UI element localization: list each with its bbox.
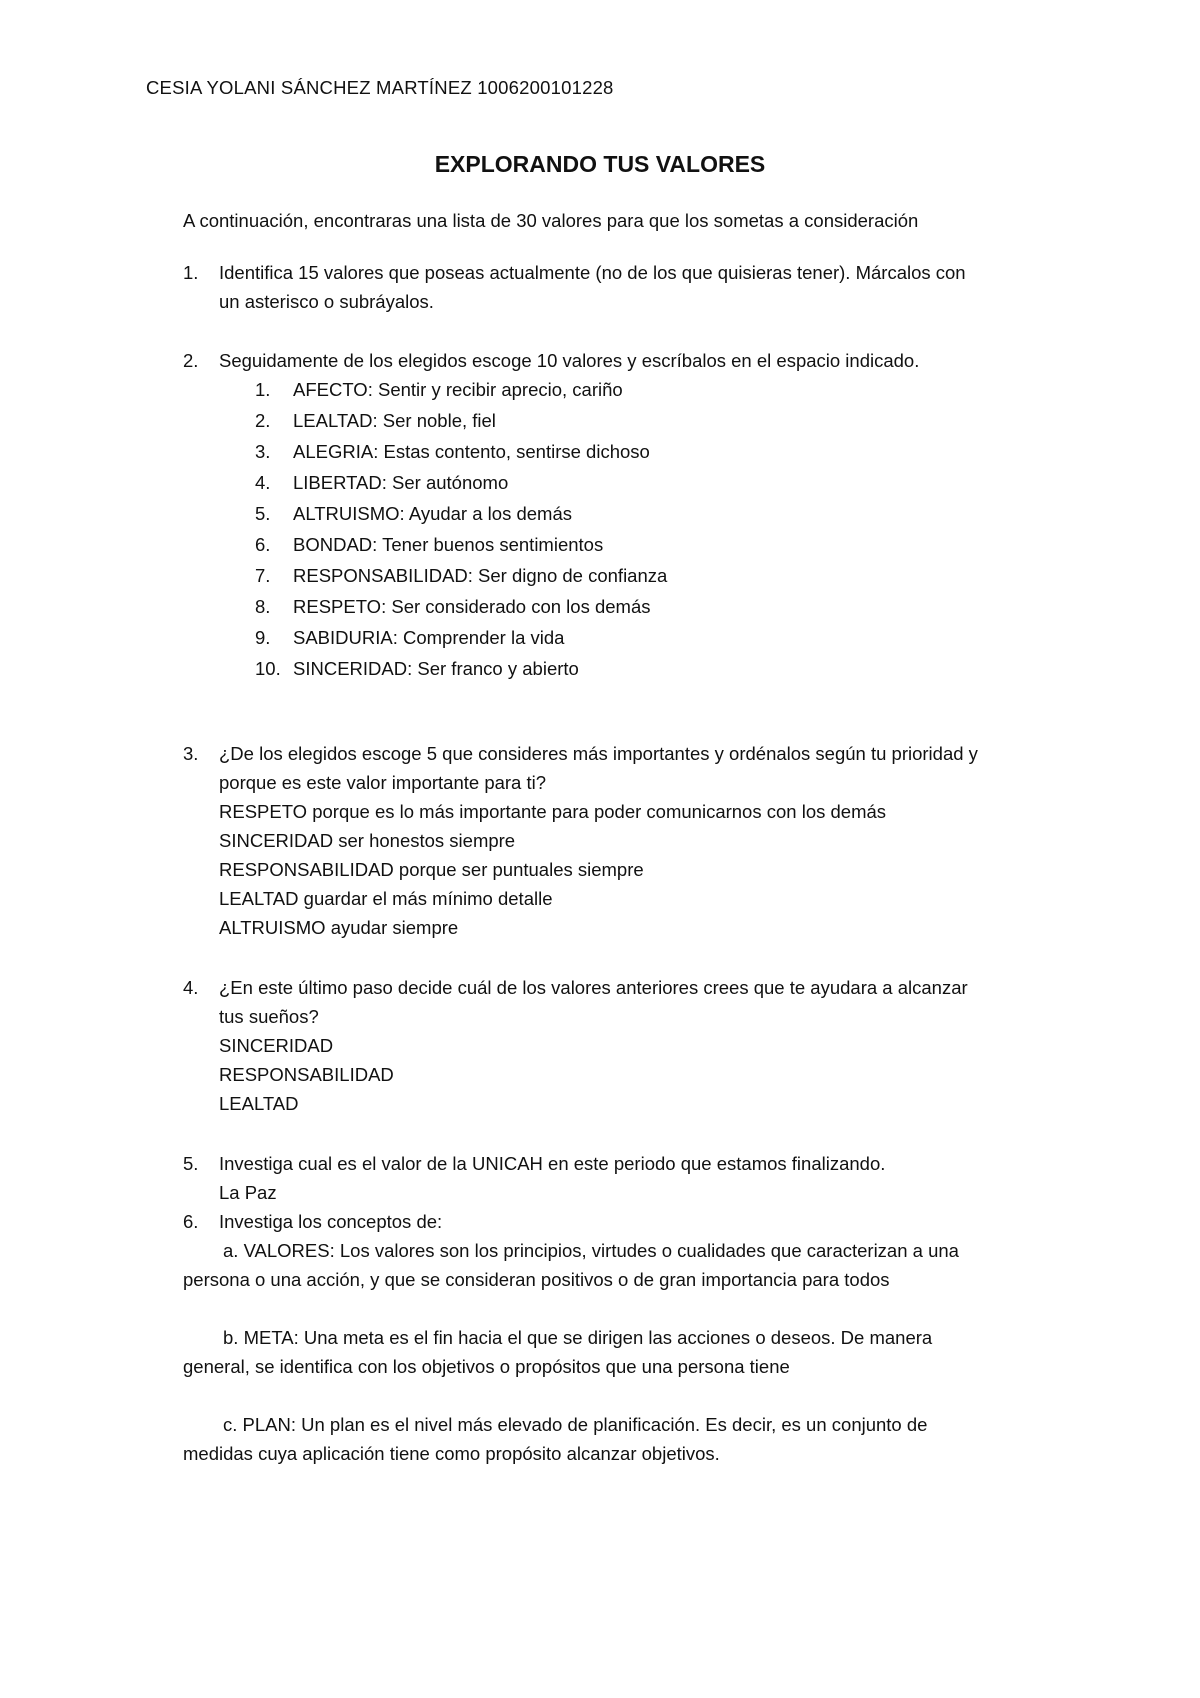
question-number: 5.: [183, 1153, 199, 1174]
definition-valores: [183, 1236, 1063, 1294]
question-3: [183, 739, 1073, 797]
list-item: 4. LIBERTAD: Ser autónomo: [255, 472, 509, 493]
values-list: [255, 375, 1055, 683]
answer-line: RESPONSABILIDAD porque ser puntuales siempre: [219, 859, 644, 880]
definition-line: b. META: Una meta es el fin hacia el que se dirigen las acciones o deseos. De manera: [223, 1327, 933, 1348]
question-6: [183, 1207, 1073, 1236]
definition-meta: [183, 1323, 1063, 1381]
question-text-line: un asterisco o subráyalos.: [219, 291, 434, 312]
question-text-line: tus sueños?: [219, 1006, 319, 1027]
definition-line: persona o una acción, y que se consideran positivos o de gran importancia para todos: [183, 1269, 890, 1290]
list-item: 9. SABIDURIA: Comprender la vida: [255, 627, 565, 648]
question-text-line: Investiga cual es el valor de la UNICAH en este periodo que estamos finalizando.: [219, 1153, 886, 1174]
answer-line: SINCERIDAD ser honestos siempre: [219, 830, 516, 851]
question-number: 1.: [183, 262, 199, 283]
question-4: [183, 973, 1073, 1031]
page-title: EXPLORANDO TUS VALORES: [434, 151, 766, 177]
question-1: [183, 258, 1073, 316]
question-number: 4.: [183, 977, 199, 998]
intro-text: A continuación, encontraras una lista de 30 valores para que los sometas a consideración: [183, 210, 919, 231]
answer-line: SINCERIDAD: [219, 1035, 334, 1056]
question-text-line: Seguidamente de los elegidos escoge 10 valores y escríbalos en el espacio indicado.: [219, 350, 920, 371]
question-text-line: porque es este valor importante para ti?: [219, 772, 547, 793]
question-5-answer: La Paz: [219, 1182, 277, 1203]
question-text-line: ¿En este último paso decide cuál de los valores anteriores crees que te ayudara a alcanzar: [219, 977, 968, 998]
student-header: CESIA YOLANI SÁNCHEZ MARTÍNEZ 1006200101228: [146, 77, 614, 98]
question-text-line: ¿De los elegidos escoge 5 que consideres más importantes y ordénalos según tu prioridad y: [219, 743, 978, 764]
answer-line: ALTRUISMO ayudar siempre: [219, 917, 459, 938]
list-item: 5. ALTRUISMO: Ayudar a los demás: [255, 503, 572, 524]
answer-line: RESPONSABILIDAD: [219, 1064, 394, 1085]
question-2: [183, 346, 1073, 375]
definition-line: medidas cuya aplicación tiene como propósito alcanzar objetivos.: [183, 1443, 720, 1464]
question-text-line: Investiga los conceptos de:: [219, 1211, 443, 1232]
answer-line: LEALTAD guardar el más mínimo detalle: [219, 888, 553, 909]
definition-line: a. VALORES: Los valores son los principios, virtudes o cualidades que caracterizan a una: [223, 1240, 959, 1261]
list-item: 7. RESPONSABILIDAD: Ser digno de confianza: [255, 565, 668, 586]
list-item: 8. RESPETO: Ser considerado con los demás: [255, 596, 651, 617]
question-3-answers: [219, 797, 1079, 942]
definition-line: c. PLAN: Un plan es el nivel más elevado de planificación. Es decir, es un conjunto de: [223, 1414, 928, 1435]
list-item: 6. BONDAD: Tener buenos sentimientos: [255, 534, 604, 555]
question-number: 6.: [183, 1211, 199, 1232]
definition-plan: [183, 1410, 1063, 1468]
list-item: 3. ALEGRIA: Estas contento, sentirse dichoso: [255, 441, 650, 462]
question-text-line: Identifica 15 valores que poseas actualmente (no de los que quisieras tener). Márcalos con: [219, 262, 966, 283]
question-4-answers: [219, 1031, 1079, 1118]
question-number: 3.: [183, 743, 199, 764]
answer-line: LEALTAD: [219, 1093, 299, 1114]
question-5: [183, 1149, 1073, 1178]
list-item: 10. SINCERIDAD: Ser franco y abierto: [255, 658, 579, 679]
answer-line: RESPETO porque es lo más importante para poder comunicarnos con los demás: [219, 801, 887, 822]
definition-line: general, se identifica con los objetivos o propósitos que una persona tiene: [183, 1356, 790, 1377]
list-item: 2. LEALTAD: Ser noble, fiel: [255, 410, 496, 431]
question-number: 2.: [183, 350, 199, 371]
list-item: 1. AFECTO: Sentir y recibir aprecio, cariño: [255, 379, 623, 400]
